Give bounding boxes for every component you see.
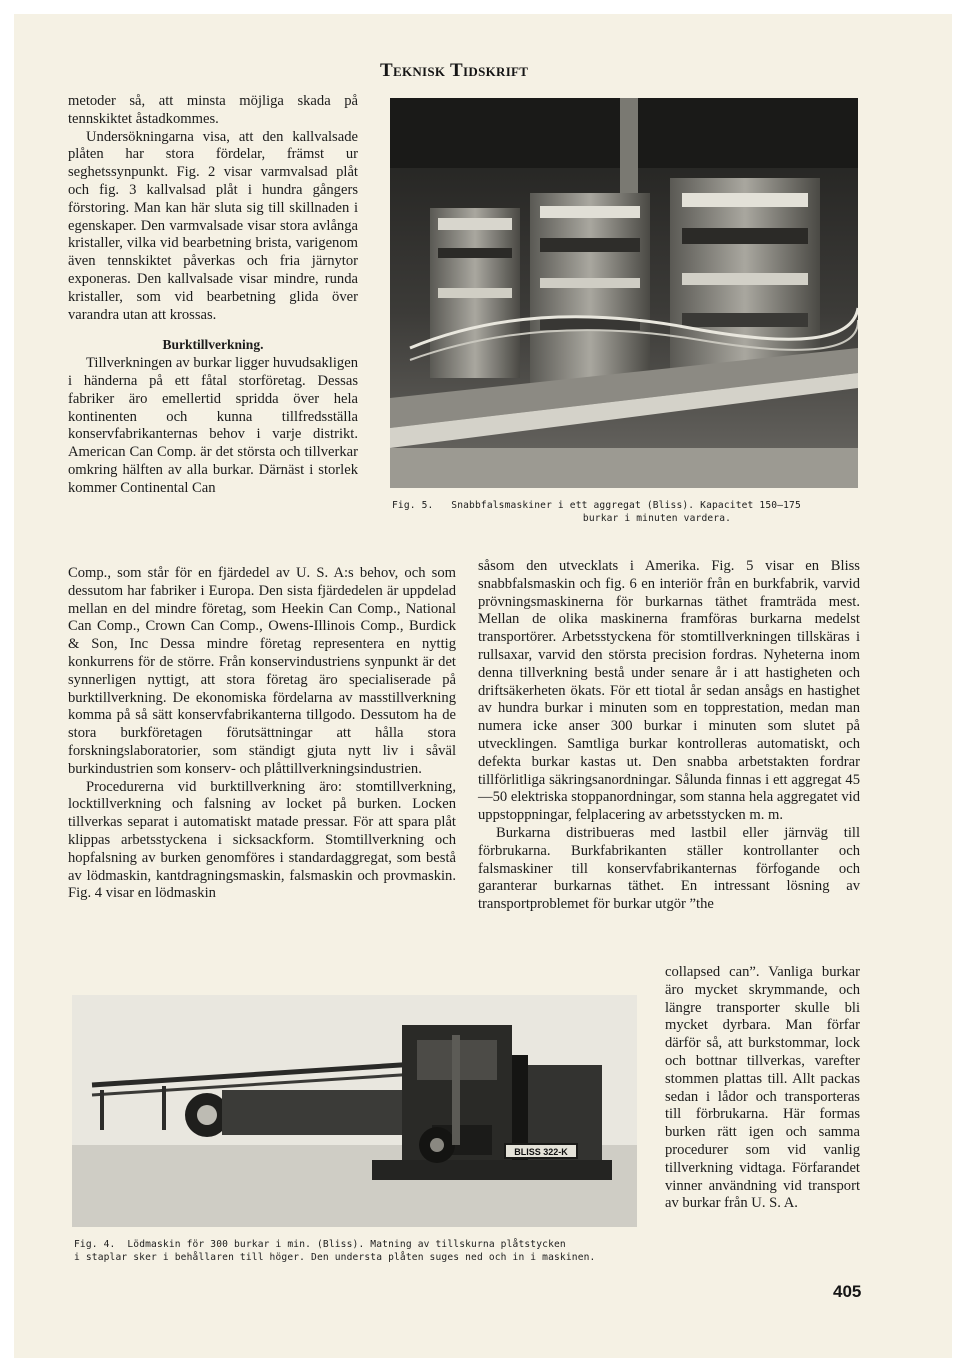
figure-4-caption-line2: i staplar sker i behållaren till höger. Den understa plåten suges ned och in i maskinen.	[74, 1252, 596, 1263]
paragraph-collapsed-can: collapsed can”. Vanliga burkar äro mycket skrymmande, och längre transporter skulle bli mycket dyrbara. Man förfar därför så, att burkstommar, lock och bottnar tillverkas, varefter stommen plattas till. Allt packas sedan i lådor och transporteras till förbrukarna. Här formas burken rätt igen och samma procedurer som vid vanlig tillverkning vidtaga. Förfarandet vinner användning vid transport av burkar från U. S. A.	[665, 964, 860, 1212]
paragraph-kallvalsad: Undersökningarna visa, att den kallvalsade plåten har stora fördelar, främst ur seghetssynpunkt. Fig. 2 visar varmvalsad plåt och fig. 3 kallvalsad plåt i hundra gångers förstoring. Man kan här sluta sig till skillnaden i egenskaper. Den varmvalsade visar stora avlånga kristaller, vilka vid bearbetning brista, varigenom även tennskiktet påverkas och fria järnytor exponeras. Den kallvalsade visar mindre, runda kristaller, som vid bearbetning glida över varandra utan att krossas.	[68, 128, 358, 323]
figure-4-photo	[72, 995, 637, 1227]
figure-5-caption	[392, 499, 862, 525]
paragraph-burktillverkning: Tillverkningen av burkar ligger huvudsakligen i händerna på ett fåtal storföretag. Dessas fabriker äro emellertid spridda över hela kontinenten och kunna tillfredsställa konservfabrikanternas behov i varje distrikt. American Can Comp. är det största och tillverkar omkring hälften av alla burkar. Därnäst i storlek kommer Continental Can	[68, 355, 358, 496]
right-column	[478, 558, 860, 914]
figure-5-label: Fig. 5.	[392, 500, 434, 511]
paragraph-companies: Comp., som står för en fjärdedel av U. S. A:s behov, och som dessutom har fabriker i Europa. Den sista fjärdedelen är uppdelad mellan en del mindre företag, som Heekin Can Comp., National Can Comp., Crown Can Comp., Owens-Illinois Comp., Burdick & Son, Inc Dessa mindre företag representera en nyttig konkurrens för de större. Från konservindustriens synpunkt är det synnerligen nyttigt, att stora företag äro specialiserade på burktillverkning. De ekonomiska fördelarna av masstillverkning komma på så sätt konservfabrikanterna tillgodo. Dessutom ha de stora burkföretagen förutsättningar att hålla stora forskningslaboratorier, som ständigt gjuta nytt liv i såväl burkindustrien som konserv- och plåttillverkningsindustrien.	[68, 565, 456, 777]
figure-5-caption-line2: burkar i minuten vardera.	[582, 513, 732, 524]
figure-4-caption-line1: Lödmaskin för 300 burkar i min. (Bliss). Matning av tillskurna plåtstycken	[127, 1239, 566, 1250]
paragraph-procedures: Procedurerna vid burktillverkning äro: stomtillverkning, locktillverkning och falsning av locket på burken. Locken tillverkas separat i automatiskt matade pressar. För att spara plåt klippas arbetsstyckena i sicksackform. Stomtillverkning och hopfalsning av burken genomföres i standardaggregat, som bestå av lödmaskin, kantdragningsmaskin, falsmaskin och provmaskin. Fig. 4 visar en lödmaskin	[68, 778, 456, 902]
paragraph-intro: metoder så, att minsta möjliga skada på tennskiktet åstadkommes.	[68, 93, 358, 127]
figure-4-caption	[74, 1238, 644, 1264]
middle-text-block	[68, 565, 456, 903]
section-heading: Burktillverkning.	[162, 337, 264, 353]
figure-5-caption-line1: Snabbfalsmaskiner i ett aggregat (Bliss). Kapacitet 150—175	[451, 500, 801, 511]
lodmaskin-illustration	[72, 995, 637, 1227]
snabbfalsmaskiner-illustration	[390, 98, 858, 488]
figure-4-label: Fig. 4.	[74, 1239, 116, 1250]
figure-5-photo	[390, 98, 858, 488]
paragraph-distribution: Burkarna distribueras med lastbil eller järnväg till förbrukarna. Burkfabrikanten ställer kontrollanter och falsmaskiner till konservfabrikanternas förfogande och garanterar burkarnas täthet. En intressant lösning av transportproblemet för burkar utgör ”the	[478, 824, 860, 913]
page-number: 405	[833, 1282, 862, 1301]
bliss-nameplate: BLISS 322-K	[514, 1147, 568, 1157]
left-column	[68, 93, 358, 498]
journal-header: Teknisk Tidskrift	[380, 60, 529, 81]
right-column-narrow	[665, 964, 860, 1213]
paragraph-bliss: såsom den utvecklats i Amerika. Fig. 5 visar en Bliss snabbfalsmaskin och fig. 6 en interiör från en burkfabrik, varvid prövningsmaskinerna för burkarnas täthet framträda mest. Mellan de olika maskinerna framföras burkarna medelst transportörer. Arbetsstyckena för stomtillverkningen tillskäras i rullsaxar, varvid den största precision fordras. Nyheterna inom denna tillverkning bestå under senare år i att hastigheten och driftsäkerheten ökats. För ett tiotal år sedan ansågs en hastighet av hundra burkar i minuten som en topprestation, medan man numera icke anser 300 burkar i minuten som slutet på utvecklingen. Samtliga burkar kontrolleras automatiskt, och defekta burkar kastas ut. Den snabba arbetstakten fordrar tillförlitliga säkringsanordningar. Sålunda finnas i ett aggregat 45—50 elektriska stoppanordningar, som stanna hela aggregatet vid uppstoppningar, felplacering av arbetsstycken m. m.	[478, 558, 860, 824]
